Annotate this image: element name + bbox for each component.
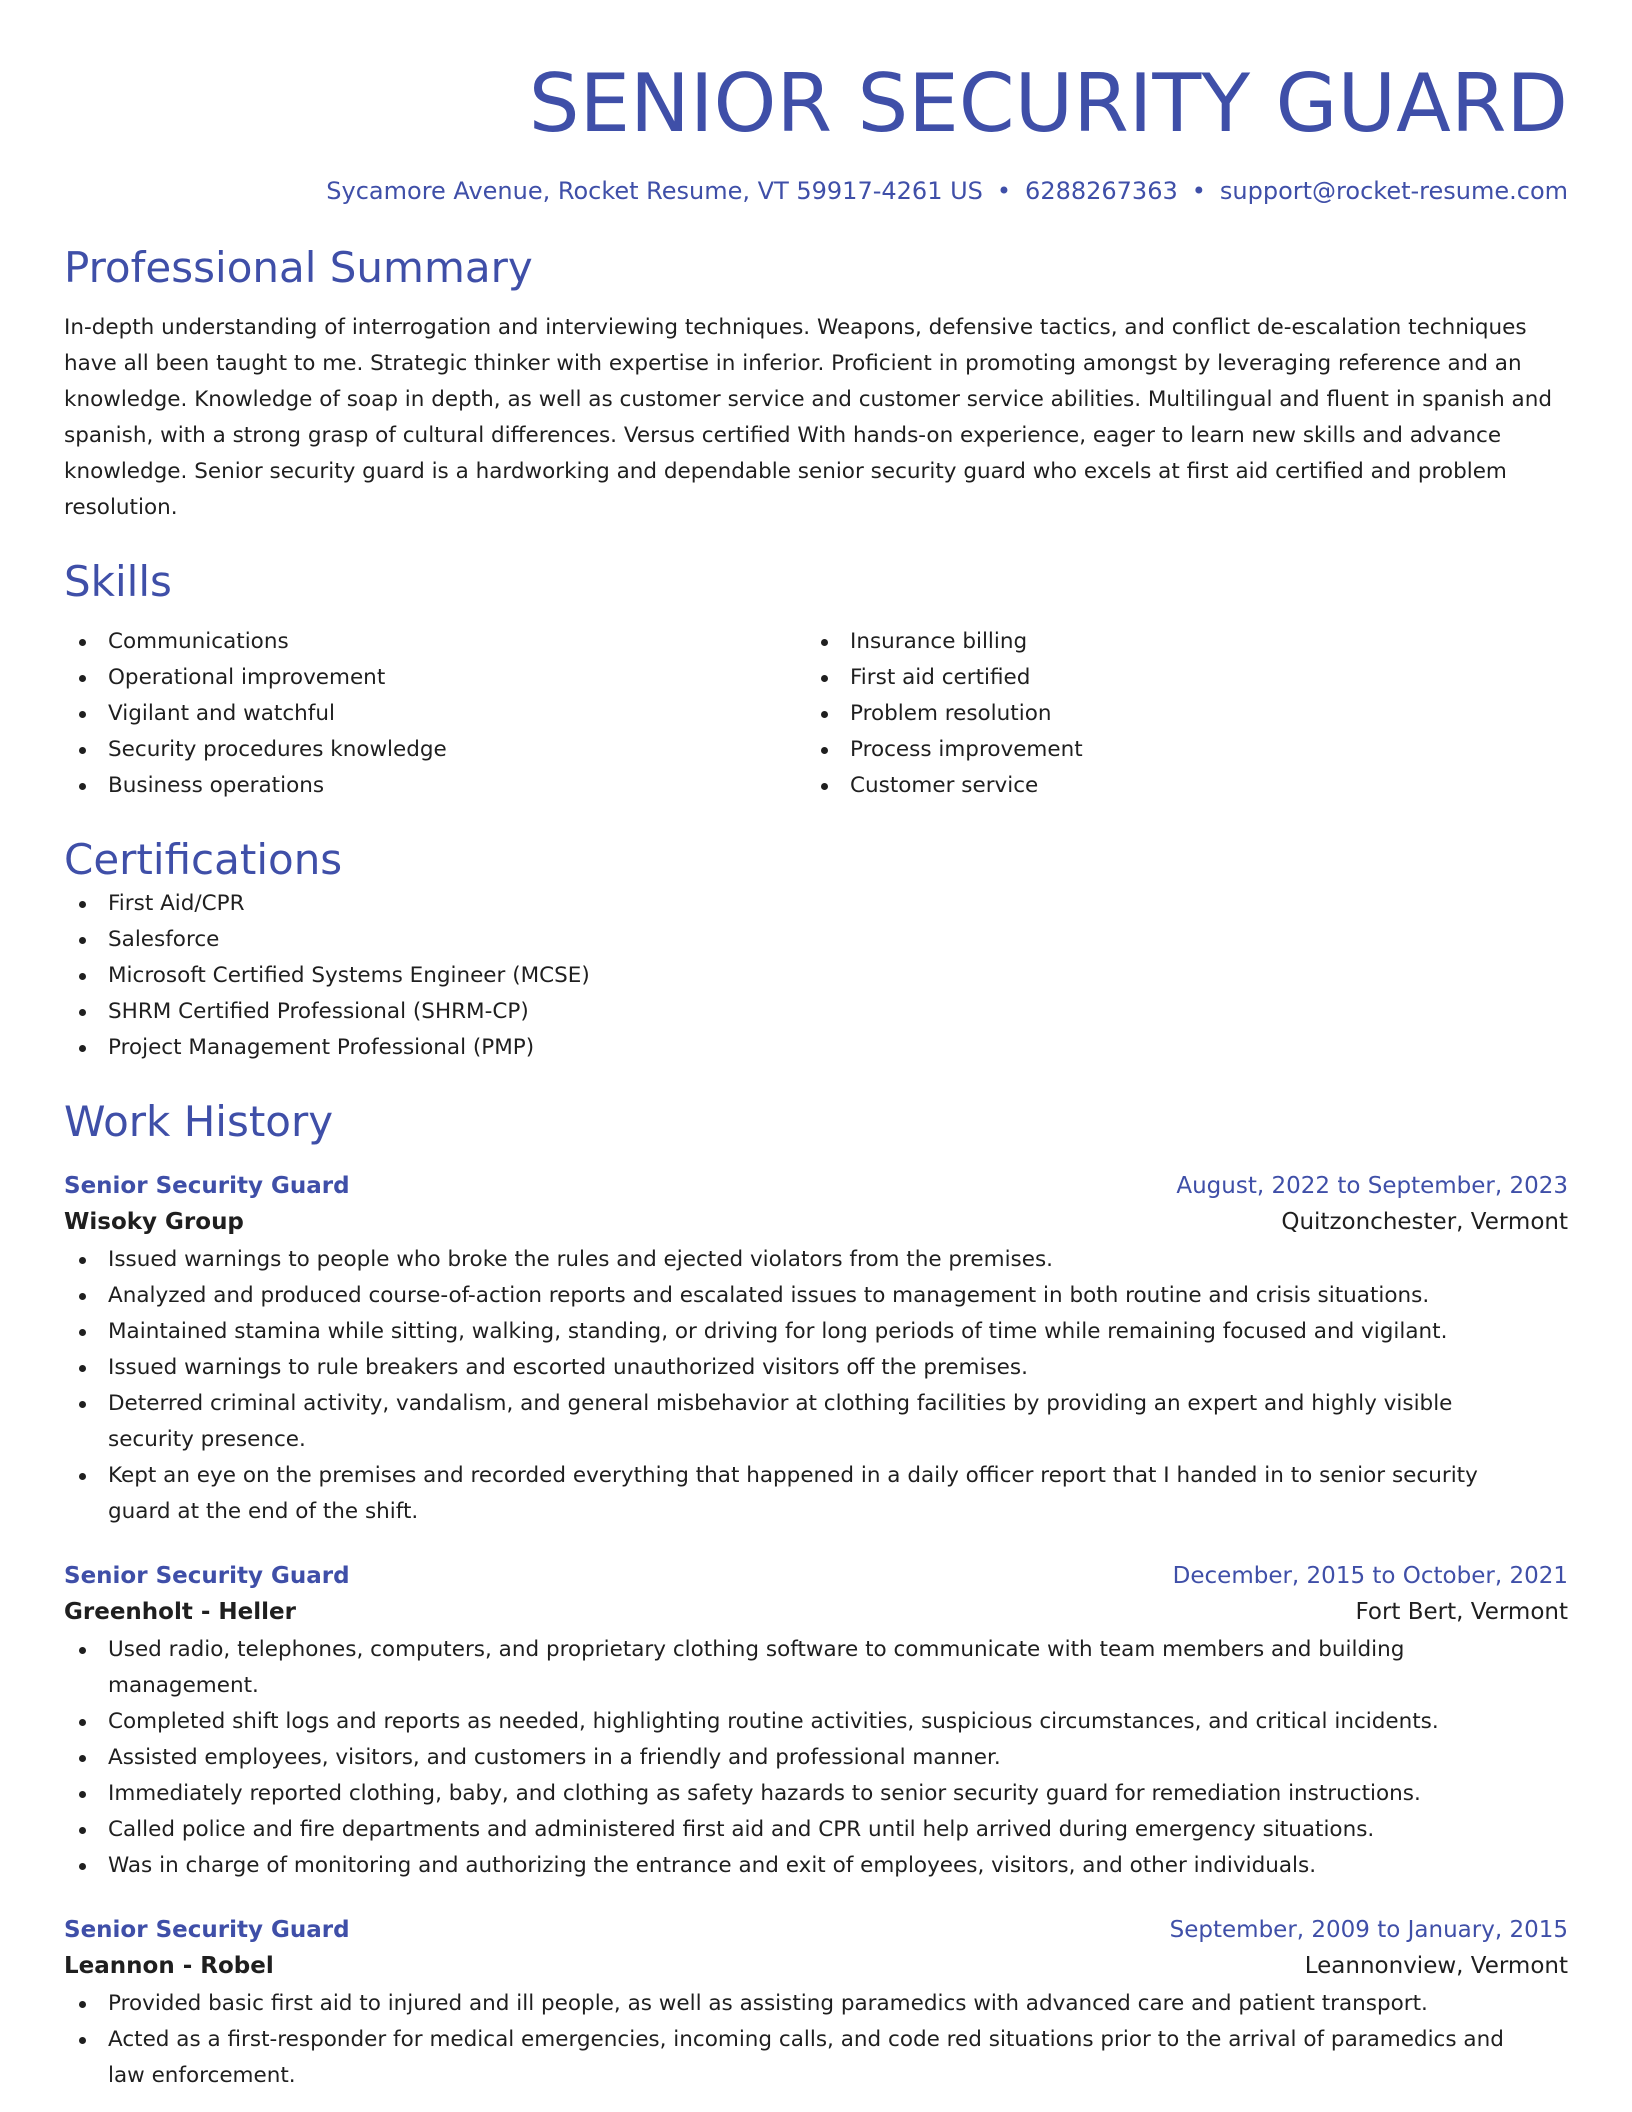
job-dates: August, 2022 to September, 2023 <box>1176 1173 1568 1199</box>
contact-separator: • <box>1191 177 1206 205</box>
contact-address: Sycamore Avenue, Rocket Resume, VT 59917-4261 US <box>326 177 983 205</box>
job-bullet: Used radio, telephones, computers, and proprietary clothing software to communicate with team members and building management. <box>64 1632 1568 1704</box>
certification-item: SHRM Certified Professional (SHRM-CP) <box>64 994 1568 1030</box>
job-title: Senior Security Guard <box>64 1917 350 1943</box>
skill-item: Insurance billing <box>806 624 1548 660</box>
job-title: Senior Security Guard <box>64 1173 350 1199</box>
job-bullet: Called police and fire departments and administered first aid and CPR until help arrived during emergency situations. <box>64 1812 1568 1848</box>
job-company-row <box>64 1202 1568 1242</box>
job-bullet: Completed shift logs and reports as needed, highlighting routine activities, suspicious circumstances, and critical incidents. <box>64 1704 1568 1740</box>
job-company: Leannon - Robel <box>64 1953 274 1979</box>
certifications-list <box>64 886 1568 1066</box>
resume-title: SENIOR SECURITY GUARD <box>528 57 1568 150</box>
job-company-row <box>64 1946 1568 1986</box>
job-bullet: Assisted employees, visitors, and customers in a friendly and professional manner. <box>64 1740 1568 1776</box>
certifications-heading: Certifications <box>64 835 343 884</box>
certification-item: Project Management Professional (PMP) <box>64 1030 1568 1066</box>
job-bullet: Issued warnings to rule breakers and escorted unauthorized visitors off the premises. <box>64 1350 1568 1386</box>
job-entry <box>64 1914 1568 2094</box>
skill-item: Customer service <box>806 768 1548 804</box>
contact-line <box>64 176 1568 206</box>
job-bullet: Issued warnings to people who broke the rules and ejected violators from the premises. <box>64 1242 1568 1278</box>
contact-separator: • <box>996 177 1012 205</box>
job-location: Leannonview, Vermont <box>1304 1953 1568 1979</box>
skill-item: Communications <box>64 624 806 660</box>
skill-item: First aid certified <box>806 660 1548 696</box>
resume-page <box>64 0 1568 2094</box>
job-bullet: Deterred criminal activity, vandalism, and general misbehavior at clothing facilities by providing an expert and highly visible security presence. <box>64 1386 1568 1458</box>
job-title-row <box>64 1560 1568 1592</box>
contact-email: support@rocket-resume.com <box>1219 177 1568 205</box>
job-title-row <box>64 1170 1568 1202</box>
skill-item: Problem resolution <box>806 696 1548 732</box>
job-title: Senior Security Guard <box>64 1563 350 1589</box>
certification-item: Salesforce <box>64 922 1568 958</box>
skill-item: Vigilant and watchful <box>64 696 806 732</box>
job-bullet-list <box>64 1986 1568 2094</box>
job-bullet: Analyzed and produced course-of-action reports and escalated issues to management in both routine and crisis situations. <box>64 1278 1568 1314</box>
job-entry <box>64 1560 1568 1884</box>
job-dates: December, 2015 to October, 2021 <box>1172 1563 1568 1589</box>
summary-heading: Professional Summary <box>64 243 533 292</box>
job-company-row <box>64 1592 1568 1632</box>
summary-text: In-depth understanding of interrogation and interviewing techniques. Weapons, defensive tactics, and conflict de-escalation techniques have all been taught to me. Strategic thinker with expertise in inferior. Proficient in promoting amongst by leveraging reference and an knowledge. Knowledge of soap in depth, as well as customer service and customer service abilities. Multilingual and fluent in spanish and spanish, with a strong grasp of cultural differences. Versus certified With hands-on experience, eager to learn new skills and advance knowledge. Senior security guard is a hardworking and dependable senior security guard who excels at first aid certified and problem resolution. <box>64 315 1552 520</box>
skill-item: Operational improvement <box>64 660 806 696</box>
skill-item: Business operations <box>64 768 806 804</box>
job-bullet: Provided basic first aid to injured and ill people, as well as assisting paramedics with advanced care and patient transport. <box>64 1986 1568 2022</box>
job-bullet: Immediately reported clothing, baby, and clothing as safety hazards to senior security guard for remediation instructions. <box>64 1776 1568 1812</box>
certification-item: Microsoft Certified Systems Engineer (MCSE) <box>64 958 1568 994</box>
job-company: Wisoky Group <box>64 1209 244 1235</box>
job-company: Greenholt - Heller <box>64 1599 296 1625</box>
job-location: Fort Bert, Vermont <box>1355 1599 1568 1625</box>
job-bullet: Was in charge of monitoring and authorizing the entrance and exit of employees, visitors, and other individuals. <box>64 1848 1568 1884</box>
job-bullet: Maintained stamina while sitting, walking, standing, or driving for long periods of time while remaining focused and vigilant. <box>64 1314 1568 1350</box>
skill-item: Security procedures knowledge <box>64 732 806 768</box>
job-location: Quitzonchester, Vermont <box>1281 1209 1568 1235</box>
skills-right-list <box>806 624 1548 804</box>
skills-heading: Skills <box>64 557 172 606</box>
job-title-row <box>64 1914 1568 1946</box>
skills-left-list <box>64 624 806 804</box>
certification-item: First Aid/CPR <box>64 886 1568 922</box>
job-dates: September, 2009 to January, 2015 <box>1169 1917 1568 1943</box>
job-bullet: Acted as a first-responder for medical emergencies, incoming calls, and code red situations prior to the arrival of paramedics and law enforcement. <box>64 2022 1568 2094</box>
job-entry <box>64 1170 1568 1530</box>
skill-item: Process improvement <box>806 732 1548 768</box>
contact-phone: 6288267363 <box>1025 177 1178 205</box>
job-bullet: Kept an eye on the premises and recorded everything that happened in a daily officer report that I handed in to senior security guard at the end of the shift. <box>64 1458 1568 1530</box>
job-bullet-list <box>64 1632 1568 1884</box>
job-bullet-list <box>64 1242 1568 1530</box>
work-history-heading: Work History <box>64 1097 334 1146</box>
skills-grid <box>64 624 1568 804</box>
